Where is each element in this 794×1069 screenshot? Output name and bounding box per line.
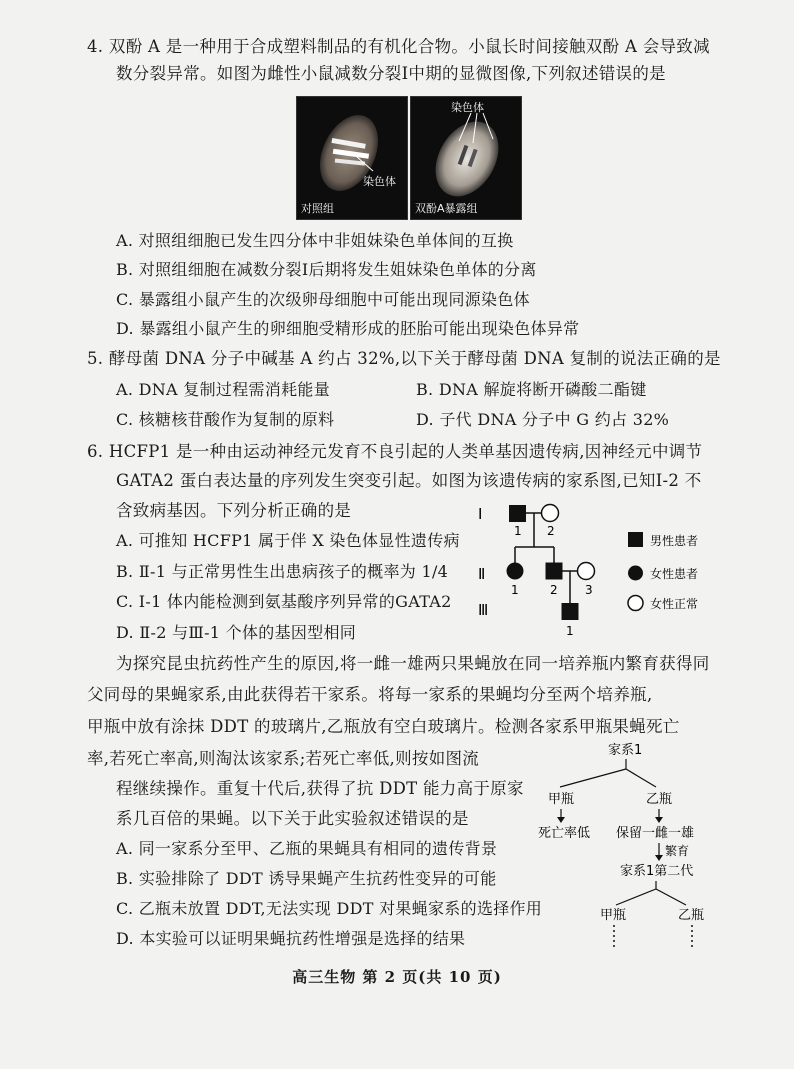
q6-option-c[interactable]: C. Ⅰ-1 体内能检测到氨基酸序列异常的GATA2: [116, 592, 452, 611]
q7-stem-line4: 率,若死亡率高,则淘汰该家系;若死亡率低,则按如图流: [87, 749, 480, 768]
flow-root: 家系1: [608, 743, 643, 758]
page-footer: 高三生物 第 2 页(共 10 页): [292, 968, 502, 986]
chromosome-label-right: 染色体: [451, 101, 484, 114]
legend-female-normal-icon: [628, 596, 643, 611]
legend-female-affected: 女性患者: [650, 567, 699, 581]
legend-female-normal: 女性正常: [650, 597, 699, 611]
q4-option-a[interactable]: A. 对照组细胞已发生四分体中非姐妹染色单体间的互换: [116, 231, 514, 250]
arrow-down-icon: [557, 817, 565, 823]
q4-stem-line1: 4. 双酚 A 是一种用于合成塑料制品的有机化合物。小鼠长时间接触双酚 A 会导致减: [87, 37, 710, 56]
q4-option-b[interactable]: B. 对照组细胞在减数分裂Ⅰ后期将发生姐妹染色单体的分离: [116, 260, 537, 279]
legend-female-affected-icon: [628, 566, 643, 581]
bpa-exposed-micrograph: [410, 96, 522, 220]
gen-label-1: Ⅰ: [478, 505, 483, 523]
label-I-2: 2: [547, 524, 555, 538]
q7-stem-line5: 程继续操作。重复十代后,获得了抗 DDT 能力高于原家: [116, 779, 524, 798]
q5-stem: 5. 酵母菌 DNA 分子中碱基 A 约占 32%,以下关于酵母菌 DNA 复制的说法正确的是: [87, 349, 721, 368]
flow-bottle-a2: 甲瓶: [600, 908, 627, 923]
arrow-down-icon: [655, 817, 663, 823]
individual-I-1: [509, 505, 526, 522]
label-II-2: 2: [550, 583, 558, 597]
q7-option-c[interactable]: C. 乙瓶未放置 DDT,无法实现 DDT 对果蝇家系的选择作用: [116, 899, 543, 918]
q5-option-a[interactable]: A. DNA 复制过程需消耗能量: [116, 380, 330, 399]
flow-bottle-a: 甲瓶: [548, 792, 575, 807]
q7-option-b[interactable]: B. 实验排除了 DDT 诱导果蝇产生抗药性变异的可能: [116, 869, 497, 888]
gen-label-2: Ⅱ: [478, 565, 486, 583]
individual-I-2: [542, 505, 559, 522]
individual-II-2: [546, 563, 563, 580]
label-II-3: 3: [585, 583, 593, 597]
selection-flow-diagram: [528, 735, 718, 950]
exposed-group-caption: 双酚A暴露组: [415, 202, 478, 215]
q7-option-d[interactable]: D. 本实验可以证明果蝇抗药性增强是选择的结果: [116, 929, 466, 948]
q6-option-b[interactable]: B. Ⅱ-1 与正常男性生出患病孩子的概率为 1/4: [116, 562, 449, 581]
legend-male-affected-icon: [628, 532, 643, 547]
label-II-1: 1: [511, 583, 519, 597]
q5-option-d[interactable]: D. 子代 DNA 分子中 G 约占 32%: [416, 410, 670, 429]
gen-label-3: Ⅲ: [478, 601, 489, 619]
flow-gen2: 家系1第二代: [620, 864, 694, 879]
q7-stem-line2: 父同母的果蝇家系,由此获得若干家系。将每一家系的果蝇均分至两个培养瓶,: [87, 685, 653, 704]
flow-bottle-b2: 乙瓶: [678, 908, 705, 923]
q4-stem-line2: 数分裂异常。如图为雌性小鼠减数分裂Ⅰ中期的显微图像,下列叙述错误的是: [116, 64, 666, 83]
q7-stem-line6: 系几百倍的果蝇。以下关于此实验叙述错误的是: [116, 809, 469, 828]
flow-bottle-b: 乙瓶: [646, 792, 673, 807]
q6-stem-line1: 6. HCFP1 是一种由运动神经元发育不良引起的人类单基因遗传病,因神经元中调节: [87, 442, 703, 461]
q7-stem-line3: 甲瓶中放有涂抹 DDT 的玻璃片,乙瓶放有空白玻璃片。检测各家系甲瓶果蝇死亡: [87, 717, 680, 736]
legend-male-affected: 男性患者: [650, 534, 699, 548]
q4-option-d[interactable]: D. 暴露组小鼠产生的卵细胞受精形成的胚胎可能出现染色体异常: [116, 319, 580, 338]
chromosome-label-left: 染色体: [363, 175, 396, 188]
q7-option-a[interactable]: A. 同一家系分至甲、乙瓶的果蝇具有相同的遗传背景: [116, 839, 498, 858]
label-I-1: 1: [514, 524, 522, 538]
flow-breed: 繁育: [665, 844, 690, 858]
flow-result-b: 保留一雌一雄: [616, 826, 695, 841]
individual-II-1: [507, 563, 524, 580]
individual-II-3: [578, 563, 595, 580]
q7-stem-line1: 为探究昆虫抗药性产生的原因,将一雌一雄两只果蝇放在同一培养瓶内繁育获得同: [116, 654, 710, 673]
flow-result-a: 死亡率低: [538, 826, 591, 841]
arrow-down-icon: [655, 855, 663, 861]
q6-option-d[interactable]: D. Ⅱ-2 与Ⅲ-1 个体的基因型相同: [116, 623, 357, 642]
q6-stem-line3: 含致病基因。下列分析正确的是: [116, 501, 352, 520]
control-group-micrograph: [296, 96, 408, 220]
q5-option-c[interactable]: C. 核糖核苷酸作为复制的原料: [116, 410, 335, 429]
control-group-caption: 对照组: [301, 202, 334, 215]
q4-option-c[interactable]: C. 暴露组小鼠产生的次级卵母细胞中可能出现同源染色体: [116, 290, 530, 309]
q6-stem-line2: GATA2 蛋白表达量的序列发生突变引起。如图为该遗传病的家系图,已知Ⅰ-2 不: [116, 471, 702, 490]
q6-option-a[interactable]: A. 可推知 HCFP1 属于伴 X 染色体显性遗传病: [116, 531, 460, 550]
pedigree-chart: [470, 495, 730, 645]
label-III-1: 1: [566, 624, 574, 638]
q5-option-b[interactable]: B. DNA 解旋将断开磷酸二酯键: [416, 380, 647, 399]
individual-III-1: [562, 603, 579, 620]
